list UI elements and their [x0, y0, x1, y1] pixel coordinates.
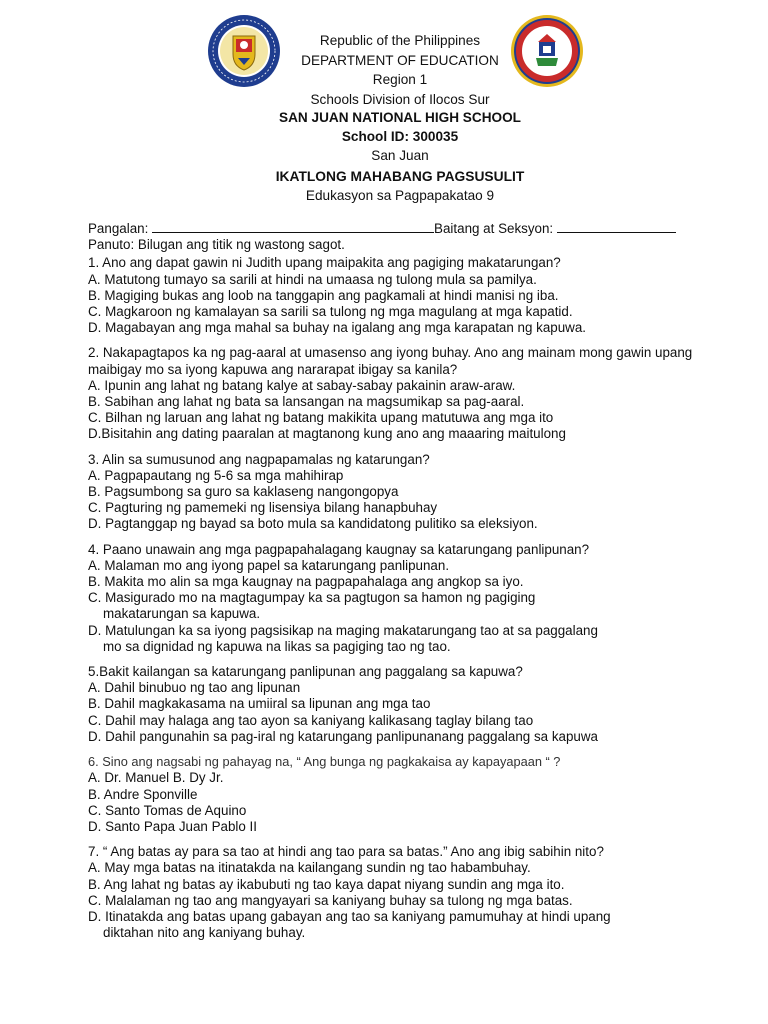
- question-list: [88, 255, 768, 941]
- answer-option[interactable]: B. Ang lahat ng batas ay ikabubuti ng tao kaya dapat niyang sundin ang mga ito.: [88, 876, 565, 892]
- republic-line: Republic of the Philippines: [319, 33, 481, 48]
- answer-option[interactable]: C. Dahil may halaga ang tao ayon sa kaniyang kalikasang taglay bilang tao: [88, 712, 534, 728]
- answer-option[interactable]: D. Pagtanggap ng bayad sa boto mula sa kandidatong pulitiko sa eleksiyon.: [88, 516, 538, 532]
- question-4: [88, 542, 768, 655]
- question-5: [88, 664, 768, 745]
- school-id: School ID: 300035: [341, 128, 459, 144]
- question-text: maibigay mo sa iyong kapuwa ang nararapat ibigay sa kanila?: [88, 361, 458, 377]
- answer-option-continuation: mo sa dignidad ng kapuwa na likas sa pagiging tao ng tao.: [103, 638, 451, 654]
- answer-option[interactable]: A. May mga batas na itinatakda na kailangang sundin ng tao habambuhay.: [88, 860, 531, 876]
- answer-option[interactable]: D. Magabayan ang mga mahal sa buhay na igalang ang mga karapatan ng kapuwa.: [88, 320, 587, 336]
- town-line: San Juan: [371, 148, 429, 163]
- answer-option[interactable]: A. Matutong tumayo sa sarili at hindi na umaasa ng tulong mula sa pamilya.: [88, 271, 537, 287]
- question-text: 1. Ano ang dapat gawin ni Judith upang maipakita ang pagiging makatarungan?: [88, 255, 561, 271]
- answer-option[interactable]: B. Makita mo alin sa mga kaugnay na pagpapahalaga ang angkop sa iyo.: [88, 574, 524, 590]
- grade-blank[interactable]: [557, 221, 676, 233]
- answer-option[interactable]: D. Matulungan ka sa iyong pagsisikap na maging makatarungang tao at sa paggalang: [88, 622, 598, 638]
- question-text: 6. Sino ang nagsabi ng pahayag na, “ Ang bunga ng pagkakaisa ay kapayapaan “ ?: [88, 754, 561, 770]
- question-text: 3. Alin sa sumusunod ang nagpapamalas ng katarungan?: [88, 451, 430, 467]
- name-label: Pangalan:: [88, 221, 149, 236]
- answer-option[interactable]: D. Dahil pangunahin sa pag-iral ng katarungang panlipunanang paggalang sa kapuwa: [88, 728, 598, 744]
- letterhead: [200, 31, 600, 166]
- answer-option[interactable]: D.Bisitahin ang dating paaralan at magtanong kung ano ang maaaring maitulong: [88, 426, 566, 442]
- answer-option[interactable]: B. Dahil magkakasama na umiiral sa lipunan ang mga tao: [88, 696, 431, 712]
- answer-option[interactable]: C. Pagturing ng pamemeki ng lisensiya bilang hanapbuhay: [88, 500, 438, 516]
- answer-option[interactable]: A. Malaman mo ang iyong papel sa katarungang panlipunan.: [88, 557, 450, 573]
- question-7: [88, 844, 768, 941]
- question-3: [88, 452, 768, 533]
- question-2: [88, 345, 768, 442]
- answer-option[interactable]: C. Masigurado mo na magtagumpay ka sa pagtugon sa hamon ng pagiging: [88, 590, 536, 606]
- answer-option-continuation: diktahan nito ang kaniyang buhay.: [103, 925, 306, 941]
- answer-option[interactable]: C. Santo Tomas de Aquino: [88, 802, 247, 818]
- question-text: 4. Paano unawain ang mga pagpapahalagang kaugnay sa katarungang panlipunan?: [88, 541, 590, 557]
- answer-option[interactable]: B. Andre Sponville: [88, 786, 198, 802]
- answer-option[interactable]: A. Ipunin ang lahat ng batang kalye at sabay-sabay pakainin araw-araw.: [88, 377, 516, 393]
- school-name: SAN JUAN NATIONAL HIGH SCHOOL: [279, 110, 521, 125]
- name-blank[interactable]: [152, 221, 434, 233]
- directions: Panuto: Bilugan ang titik ng wastong sagot.: [88, 237, 345, 253]
- region-line: Region 1: [372, 72, 428, 87]
- answer-option[interactable]: C. Bilhan ng laruan ang lahat ng batang makikita upang matutuwa ang mga ito: [88, 410, 554, 426]
- exam-body: [88, 220, 768, 941]
- exam-subject: Edukasyon sa Pagpapakatao 9: [305, 188, 495, 203]
- answer-option[interactable]: A. Dr. Manuel B. Dy Jr.: [88, 770, 224, 786]
- question-6: [88, 754, 768, 835]
- exam-title: IKATLONG MAHABANG PAGSUSULIT: [275, 169, 525, 184]
- question-text: 7. “ Ang batas ay para sa tao at hindi ang tao para sa batas.” Ano ang ibig sabihin nito?: [88, 844, 604, 860]
- question-text: 2. Nakapagtapos ka ng pag-aaral at umasenso ang iyong buhay. Ano ang mainam mong gawin upang: [88, 345, 693, 361]
- answer-option[interactable]: D. Itinatakda ang batas upang gabayan ang tao sa kaniyang pamumuhay at hindi upang: [88, 908, 611, 924]
- student-info-row: [88, 221, 768, 237]
- answer-option[interactable]: C. Malalaman ng tao ang mangyayari sa kaniyang buhay sa tulong ng mga batas.: [88, 892, 573, 908]
- answer-option[interactable]: C. Magkaroon ng kamalayan sa sarili sa tulong ng mga magulang at mga kapatid.: [88, 304, 573, 320]
- question-1: [88, 255, 768, 336]
- answer-option-continuation: makatarungan sa kapuwa.: [103, 606, 261, 622]
- department-line: DEPARTMENT OF EDUCATION: [301, 52, 499, 68]
- division-line: Schools Division of Ilocos Sur: [310, 91, 490, 107]
- answer-option[interactable]: A. Pagpapautang ng 5-6 sa mga mahihirap: [88, 467, 344, 483]
- answer-option[interactable]: B. Magiging bukas ang loob na tanggapin ang pagkamali at hindi manisi ng iba.: [88, 287, 559, 303]
- answer-option[interactable]: D. Santo Papa Juan Pablo II: [88, 818, 257, 834]
- answer-option[interactable]: B. Sabihan ang lahat ng bata sa lansangan na magsumikap sa pag-aaral.: [88, 394, 525, 410]
- grade-label: Baitang at Seksyon:: [434, 221, 554, 236]
- answer-option[interactable]: B. Pagsumbong sa guro sa kaklaseng nangongopya: [88, 484, 399, 500]
- question-text: 5.Bakit kailangan sa katarungang panlipunan ang paggalang sa kapuwa?: [88, 664, 523, 680]
- answer-option[interactable]: A. Dahil binubuo ng tao ang lipunan: [88, 680, 301, 696]
